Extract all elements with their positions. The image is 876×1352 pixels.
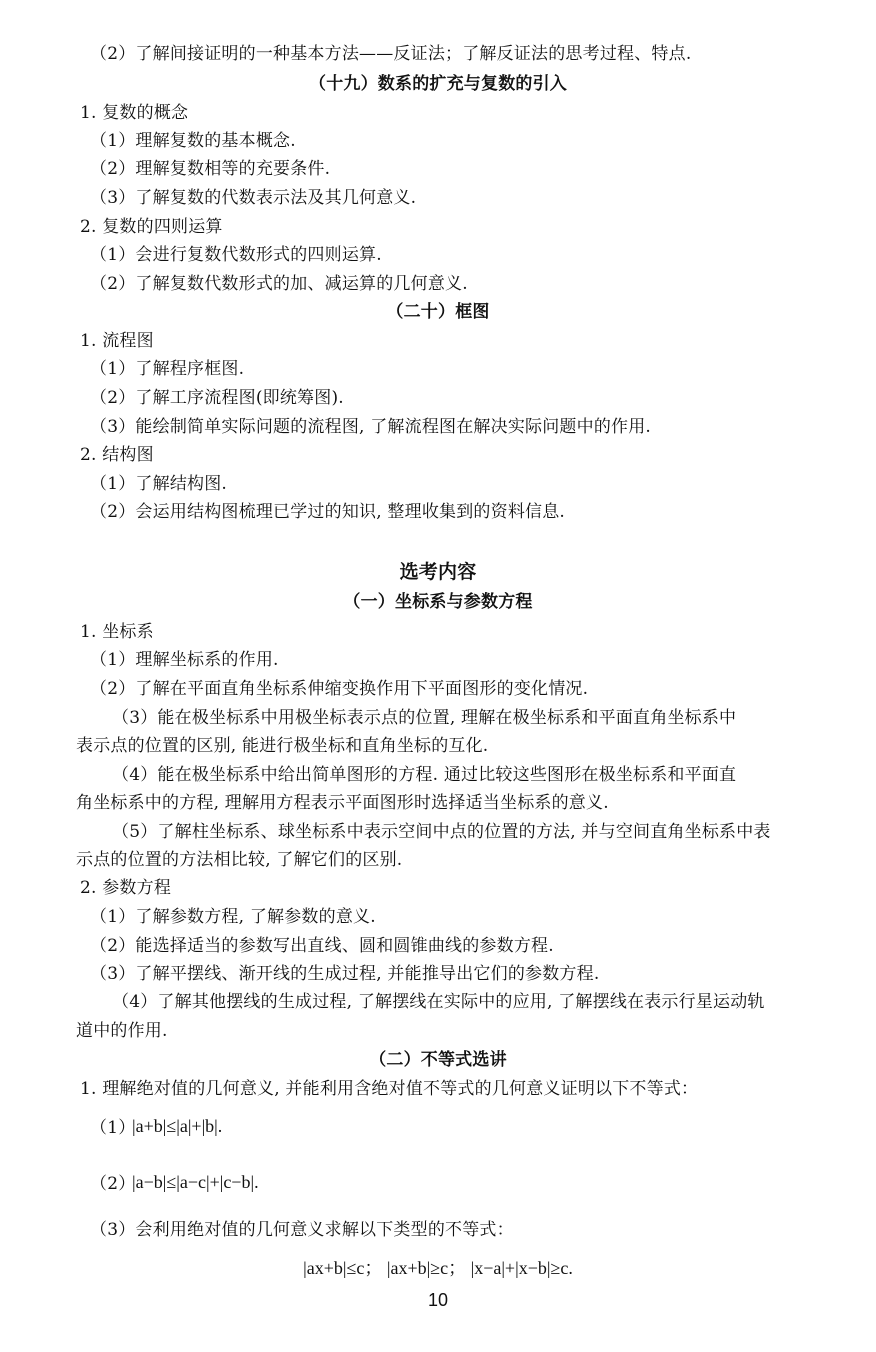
section-heading: （一）坐标系与参数方程 [343, 592, 533, 612]
text-line: （1）理解复数的基本概念. [90, 131, 296, 151]
subsection-heading: 1. 流程图 [80, 331, 154, 351]
text-line: （2）会运用结构图梳理已学过的知识, 整理收集到的资料信息. [90, 502, 566, 522]
text-line: （5）了解柱坐标系、球坐标系中表示空间中点的位置的方法, 并与空间直角坐标系中表 [112, 822, 771, 842]
text-line: （1）会进行复数代数形式的四则运算. [90, 245, 382, 265]
text-line: （2）了解复数代数形式的加、减运算的几何意义. [90, 274, 468, 294]
subsection-heading: 2. 结构图 [80, 445, 154, 465]
subsection-heading: 1. 复数的概念 [80, 103, 189, 123]
text-line: （2）理解复数相等的充要条件. [90, 159, 331, 179]
item-label: （2） [90, 1174, 136, 1194]
text-line: （2）了解工序流程图(即统筹图). [90, 388, 344, 408]
text-line: （3）了解平摆线、渐开线的生成过程, 并能推导出它们的参数方程. [90, 964, 600, 984]
text-line: 角坐标系中的方程, 理解用方程表示平面图形时选择适当坐标系的意义. [76, 793, 609, 813]
text-line: （1）了解程序框图. [90, 359, 245, 379]
formula-abs-ineq-1: |a+b|≤|a|+|b|. [132, 1116, 223, 1136]
formula-abs-ineq-types: |ax+b|≤c； |ax+b|≥c； |x−a|+|x−b|≥c. [303, 1258, 573, 1278]
text-line: （1）了解参数方程, 了解参数的意义. [90, 907, 376, 927]
text-line: （2）了解在平面直角坐标系伸缩变换作用下平面图形的变化情况. [90, 679, 589, 699]
page-number: 10 [427, 1290, 449, 1310]
subsection-heading: 1. 理解绝对值的几何意义, 并能利用含绝对值不等式的几何意义证明以下不等式： [80, 1079, 699, 1099]
text-line: （2）能选择适当的参数写出直线、圆和圆锥曲线的参数方程. [90, 936, 554, 956]
subsection-heading: 2. 参数方程 [80, 878, 172, 898]
item-label: （1） [90, 1118, 136, 1138]
text-line: （1）理解坐标系的作用. [90, 650, 279, 670]
text-line: （4）了解其他摆线的生成过程, 了解摆线在实际中的应用, 了解摆线在表示行星运动轨 [112, 992, 765, 1012]
text-line: （4）能在极坐标系中给出简单图形的方程. 通过比较这些图形在极坐标系和平面直 [112, 765, 737, 785]
text-line: （3）能绘制简单实际问题的流程图, 了解流程图在解决实际问题中的作用. [90, 417, 652, 437]
text-line: （3）能在极坐标系中用极坐标表示点的位置, 理解在极坐标系和平面直角坐标系中 [112, 708, 737, 728]
section-heading: （二十）框图 [386, 302, 490, 322]
section-heading: （二）不等式选讲 [369, 1050, 507, 1070]
text-line: （3）了解复数的代数表示法及其几何意义. [90, 188, 417, 208]
subsection-heading: 2. 复数的四则运算 [80, 217, 223, 237]
text-line: 道中的作用. [76, 1021, 168, 1041]
section-heading: （十九）数系的扩充与复数的引入 [309, 74, 567, 94]
text-line: （3）会利用绝对值的几何意义求解以下类型的不等式： [90, 1220, 514, 1240]
text-line: 示点的位置的方法相比较, 了解它们的区别. [76, 850, 403, 870]
chapter-title: 选考内容 [399, 561, 477, 583]
text-line: （1）了解结构图. [90, 474, 228, 494]
text-line: 表示点的位置的区别, 能进行极坐标和直角坐标的互化. [76, 736, 489, 756]
formula-abs-ineq-2: |a−b|≤|a−c|+|c−b|. [132, 1172, 259, 1192]
subsection-heading: 1. 坐标系 [80, 622, 154, 642]
text-line: （2）了解间接证明的一种基本方法——反证法；了解反证法的思考过程、特点. [90, 44, 692, 64]
